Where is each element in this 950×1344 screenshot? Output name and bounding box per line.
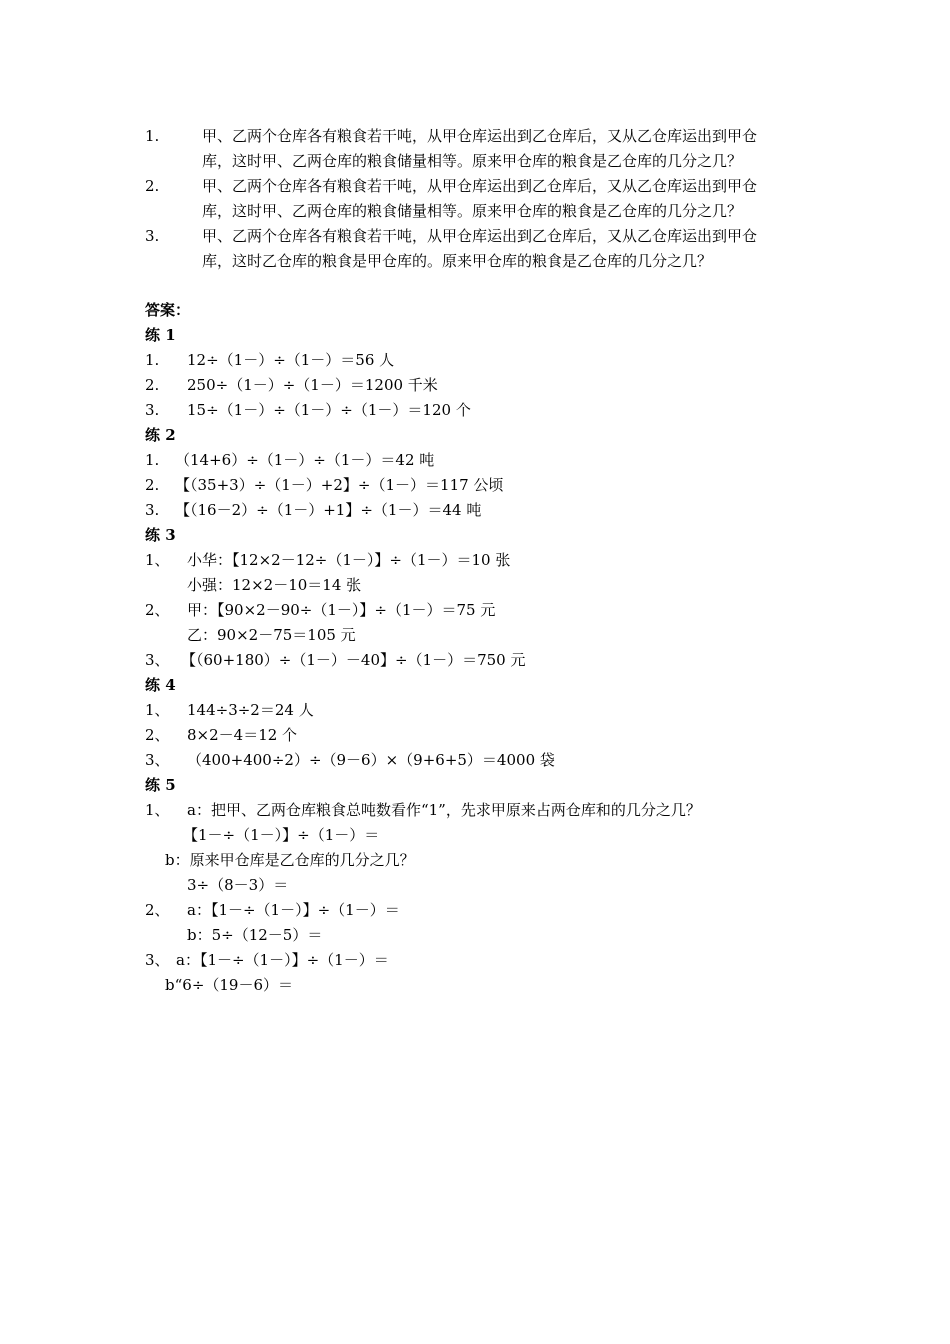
answer-text: （400+400÷2）÷（9－6）×（9+6+5）＝4000 袋 <box>187 751 555 769</box>
answer-subtext: 乙：90×2－75＝105 元 <box>187 626 356 644</box>
question-text-line: 库，这时乙仓库的粮食是甲仓库的。原来甲仓库的粮食是乙仓库的几分之几？ <box>202 252 713 270</box>
answer-number: 1、 <box>145 551 170 569</box>
question-1 <box>145 124 825 174</box>
practice-4-heading: 练 4 <box>145 676 176 694</box>
answer-number: 3、 <box>145 651 170 669</box>
question-3 <box>145 224 825 274</box>
answer-text: a：把甲、乙两仓库粮食总吨数看作“1”，先求甲原来占两仓库和的几分之几？ <box>187 801 701 819</box>
answer-text: a：【1－÷（1－）】÷（1－）＝ <box>187 901 400 919</box>
answer-number: 1、 <box>145 801 170 819</box>
answer-text: b：原来甲仓库是乙仓库的几分之几？ <box>165 851 415 869</box>
answer-formula: 【1－÷（1－）】÷（1－）＝ <box>183 826 380 844</box>
question-text-line: 甲、乙两个仓库各有粮食若干吨，从甲仓库运出到乙仓库后，又从乙仓库运出到甲仓 <box>202 177 758 195</box>
answer-text: 【（16－2）÷（1－）+1】÷（1－）＝44 吨 <box>175 501 482 519</box>
question-number: 1. <box>145 127 160 145</box>
answer-text: a：【1－÷（1－）】÷（1－）＝ <box>176 951 389 969</box>
question-text-line: 甲、乙两个仓库各有粮食若干吨，从甲仓库运出到乙仓库后，又从乙仓库运出到甲仓 <box>202 227 758 245</box>
answer-text: 15÷（1－）÷（1－）÷（1－）＝120 个 <box>187 401 471 419</box>
practice-3-heading: 练 3 <box>145 526 176 544</box>
answer-text: b“6÷（19－6）＝ <box>165 976 294 994</box>
answer-number: 2. <box>145 376 160 394</box>
answer-text: 8×2－4＝12 个 <box>187 726 298 744</box>
answer-number: 2、 <box>145 901 170 919</box>
question-2 <box>145 174 825 224</box>
answer-formula: 3÷（8－3）＝ <box>187 876 289 894</box>
answer-text: b：5÷（12－5）＝ <box>187 926 323 944</box>
answer-number: 1、 <box>145 701 170 719</box>
practice-1-heading: 练 1 <box>145 326 176 344</box>
answer-number: 2、 <box>145 601 170 619</box>
question-text-line: 库，这时甲、乙两仓库的粮食储量相等。原来甲仓库的粮食是乙仓库的几分之几？ <box>202 202 743 220</box>
question-number: 3. <box>145 227 160 245</box>
answer-text: 甲：【90×2－90÷（1－）】÷（1－）＝75 元 <box>187 601 496 619</box>
answer-text: 【（35+3）÷（1－）+2】÷（1－）＝117 公顷 <box>175 476 504 494</box>
answer-number: 2. <box>145 476 160 494</box>
answer-subtext: 小强：12×2－10＝14 张 <box>187 576 362 594</box>
answers-heading: 答案： <box>145 301 191 319</box>
answer-number: 1. <box>145 451 160 469</box>
answer-text: 【（60+180）÷（1－）－40】÷（1－）＝750 元 <box>181 651 526 669</box>
answer-number: 3. <box>145 501 160 519</box>
question-text-line: 库，这时甲、乙两仓库的粮食储量相等。原来甲仓库的粮食是乙仓库的几分之几？ <box>202 152 743 170</box>
practice-2-heading: 练 2 <box>145 426 176 444</box>
answer-text: 12÷（1－）÷（1－）＝56 人 <box>187 351 395 369</box>
answer-text: 250÷（1－）÷（1－）＝1200 千米 <box>187 376 438 394</box>
answer-text: 小华：【12×2－12÷（1－）】÷（1－）＝10 张 <box>187 551 511 569</box>
answer-text: （14+6）÷（1－）÷（1－）＝42 吨 <box>175 451 435 469</box>
answer-number: 3、 <box>145 951 170 969</box>
question-text-line: 甲、乙两个仓库各有粮食若干吨，从甲仓库运出到乙仓库后，又从乙仓库运出到甲仓 <box>202 127 758 145</box>
answer-number: 3、 <box>145 751 170 769</box>
answer-number: 3. <box>145 401 160 419</box>
answer-number: 2、 <box>145 726 170 744</box>
practice-5-heading: 练 5 <box>145 776 176 794</box>
answer-number: 1. <box>145 351 160 369</box>
answer-text: 144÷3÷2＝24 人 <box>187 701 314 719</box>
question-number: 2. <box>145 177 160 195</box>
